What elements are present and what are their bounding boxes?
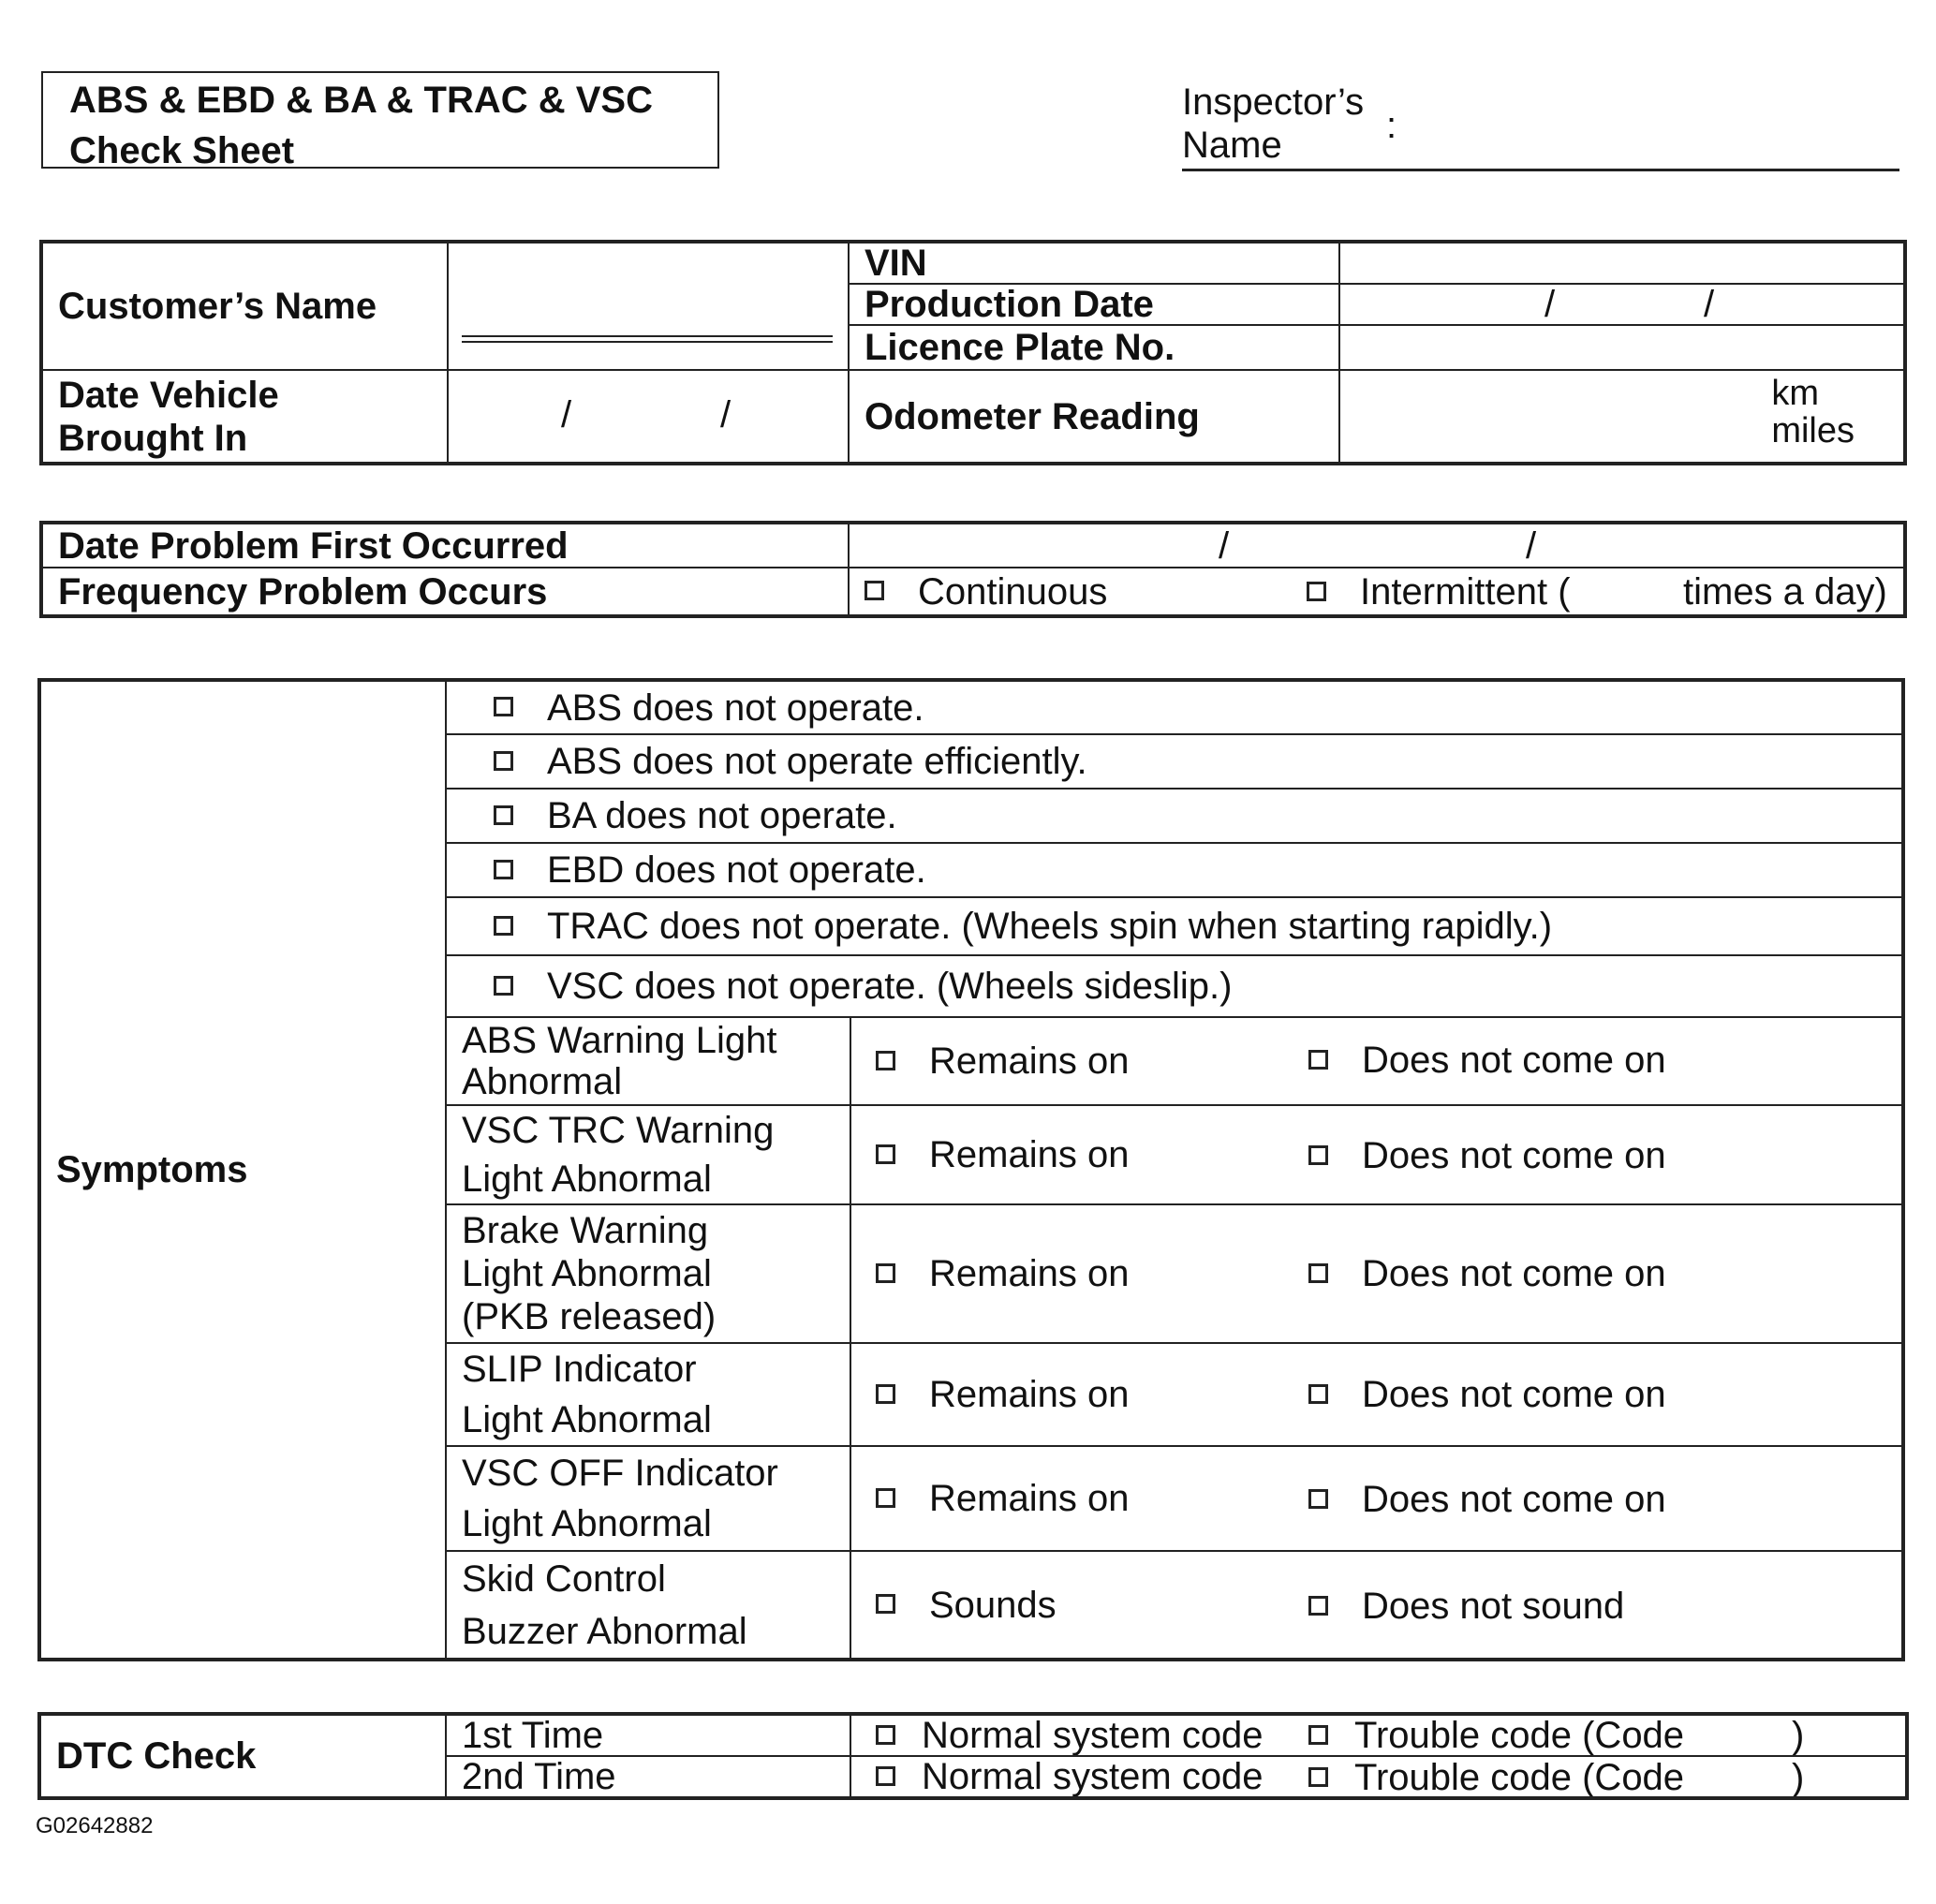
vin-label: VIN [849,242,1339,284]
checkbox[interactable] [1308,1767,1328,1787]
sounds-option[interactable]: Sounds [876,1585,1057,1626]
dtc-first-options: Normal system code Trouble code (Code ) [850,1714,1907,1756]
vsc-off-indicator-light-label: VSC OFF Indicator Light Abnormal [446,1446,850,1551]
date-brought-in-field[interactable]: / / [448,370,849,464]
checkbox[interactable] [1308,1050,1328,1070]
licence-plate-field[interactable] [1339,325,1905,370]
vsc-trc-warning-light-label: VSC TRC Warning Light Abnormal [446,1105,850,1204]
checkbox[interactable] [1307,582,1326,601]
figure-id: G02642882 [36,1813,154,1838]
checkbox[interactable] [876,1725,895,1745]
checkbox[interactable] [494,976,513,996]
odometer-field[interactable] [1339,370,1905,464]
checkbox[interactable] [865,581,884,600]
does-not-come-on-option[interactable]: Does not come on [1308,1136,1666,1175]
brake-warning-light-options [850,1204,1903,1343]
inspector-name-field[interactable] [1182,169,1899,171]
customer-name-field[interactable] [448,242,849,370]
vsc-off-indicator-light-options [850,1446,1903,1551]
check-sheet-title [41,71,719,169]
checkbox[interactable] [1308,1489,1328,1509]
dtc-time-label: 1st Time [446,1714,850,1756]
skid-control-buzzer-options [850,1551,1903,1660]
checkbox[interactable] [876,1144,895,1164]
date-first-occurred-field[interactable]: / / [849,523,1905,568]
frequency-label: Frequency Problem Occurs [41,568,849,616]
trouble-code-option[interactable]: Trouble code (Code [1308,1758,1684,1797]
does-not-come-on-option[interactable]: Does not come on [1308,1480,1666,1519]
checkbox[interactable] [876,1594,895,1614]
slip-indicator-light-options [850,1343,1903,1446]
symptom-item[interactable]: TRAC does not operate. (Wheels spin when starting rapidly.) [446,897,1903,955]
frequency-options [849,568,1905,616]
checkbox[interactable] [1308,1145,1328,1165]
symptom-item[interactable]: VSC does not operate. (Wheels sideslip.) [446,955,1903,1017]
abs-warning-light-options [850,1017,1903,1105]
symptom-item[interactable]: ABS does not operate. [446,680,1903,734]
title-line-2: Check Sheet [69,130,295,171]
checkbox[interactable] [876,1263,895,1283]
checkbox[interactable] [1308,1596,1328,1616]
dtc-check-table [37,1712,1909,1800]
does-not-sound-option[interactable]: Does not sound [1308,1587,1624,1626]
symptom-item[interactable]: EBD does not operate. [446,843,1903,897]
symptoms-label: Symptoms [39,680,446,1660]
remains-on-option[interactable]: Remains on [876,1041,1129,1082]
times-a-day-label: times a day) [1683,571,1887,613]
remains-on-option[interactable]: Remains on [876,1374,1129,1415]
remains-on-option[interactable]: Remains on [876,1478,1129,1519]
checkbox[interactable] [876,1384,895,1404]
dtc-second-options: Normal system code Trouble code (Code ) [850,1756,1907,1798]
problem-table [39,521,1907,618]
trouble-code-option[interactable]: Trouble code (Code [1308,1716,1684,1755]
odometer-label: Odometer Reading [849,370,1339,464]
checkbox[interactable] [1308,1384,1328,1404]
skid-control-buzzer-label: Skid Control Buzzer Abnormal [446,1551,850,1660]
date-brought-in-label: Date Vehicle Brought In [41,370,448,464]
vehicle-info-table [39,240,1907,465]
checkbox[interactable] [494,805,513,825]
vin-field[interactable] [1339,242,1905,284]
remains-on-option[interactable]: Remains on [876,1134,1129,1175]
date-first-occurred-label: Date Problem First Occurred [41,523,849,568]
odometer-units: km miles [1771,374,1855,450]
dtc-time-label: 2nd Time [446,1756,850,1798]
dtc-check-label: DTC Check [39,1714,446,1798]
production-date-field[interactable]: / / [1339,284,1905,325]
does-not-come-on-option[interactable]: Does not come on [1308,1254,1666,1293]
licence-plate-label: Licence Plate No. [849,325,1339,370]
checkbox[interactable] [876,1051,895,1070]
vsc-trc-warning-light-options [850,1105,1903,1204]
checkbox[interactable] [876,1766,895,1786]
checkbox[interactable] [494,751,513,771]
inspector-label: Inspector’s Name [1182,81,1365,166]
slip-indicator-light-label: SLIP Indicator Light Abnormal [446,1343,850,1446]
symptoms-table [37,678,1905,1661]
title-line-1: ABS & EBD & BA & TRAC & VSC [69,80,653,121]
symptom-item[interactable]: ABS does not operate efficiently. [446,734,1903,789]
checkbox[interactable] [1308,1725,1328,1745]
checkbox[interactable] [876,1488,895,1508]
checkbox[interactable] [494,916,513,936]
remains-on-option[interactable]: Remains on [876,1253,1129,1294]
normal-system-code-option[interactable]: Normal system code [876,1715,1264,1756]
inspector-colon: : [1386,105,1397,146]
does-not-come-on-option[interactable]: Does not come on [1308,1041,1666,1080]
intermittent-option[interactable]: Intermittent ( [1307,572,1571,612]
continuous-option[interactable]: Continuous [865,571,1107,613]
production-date-label: Production Date [849,284,1339,325]
does-not-come-on-option[interactable]: Does not come on [1308,1375,1666,1414]
customer-name-label: Customer’s Name [41,242,448,370]
normal-system-code-option[interactable]: Normal system code [876,1756,1264,1797]
checkbox[interactable] [494,697,513,716]
symptom-item[interactable]: BA does not operate. [446,789,1903,843]
brake-warning-light-label: Brake Warning Light Abnormal (PKB released) [446,1204,850,1343]
checkbox[interactable] [1308,1263,1328,1283]
checkbox[interactable] [494,860,513,879]
abs-warning-light-label: ABS Warning Light Abnormal [446,1017,850,1105]
